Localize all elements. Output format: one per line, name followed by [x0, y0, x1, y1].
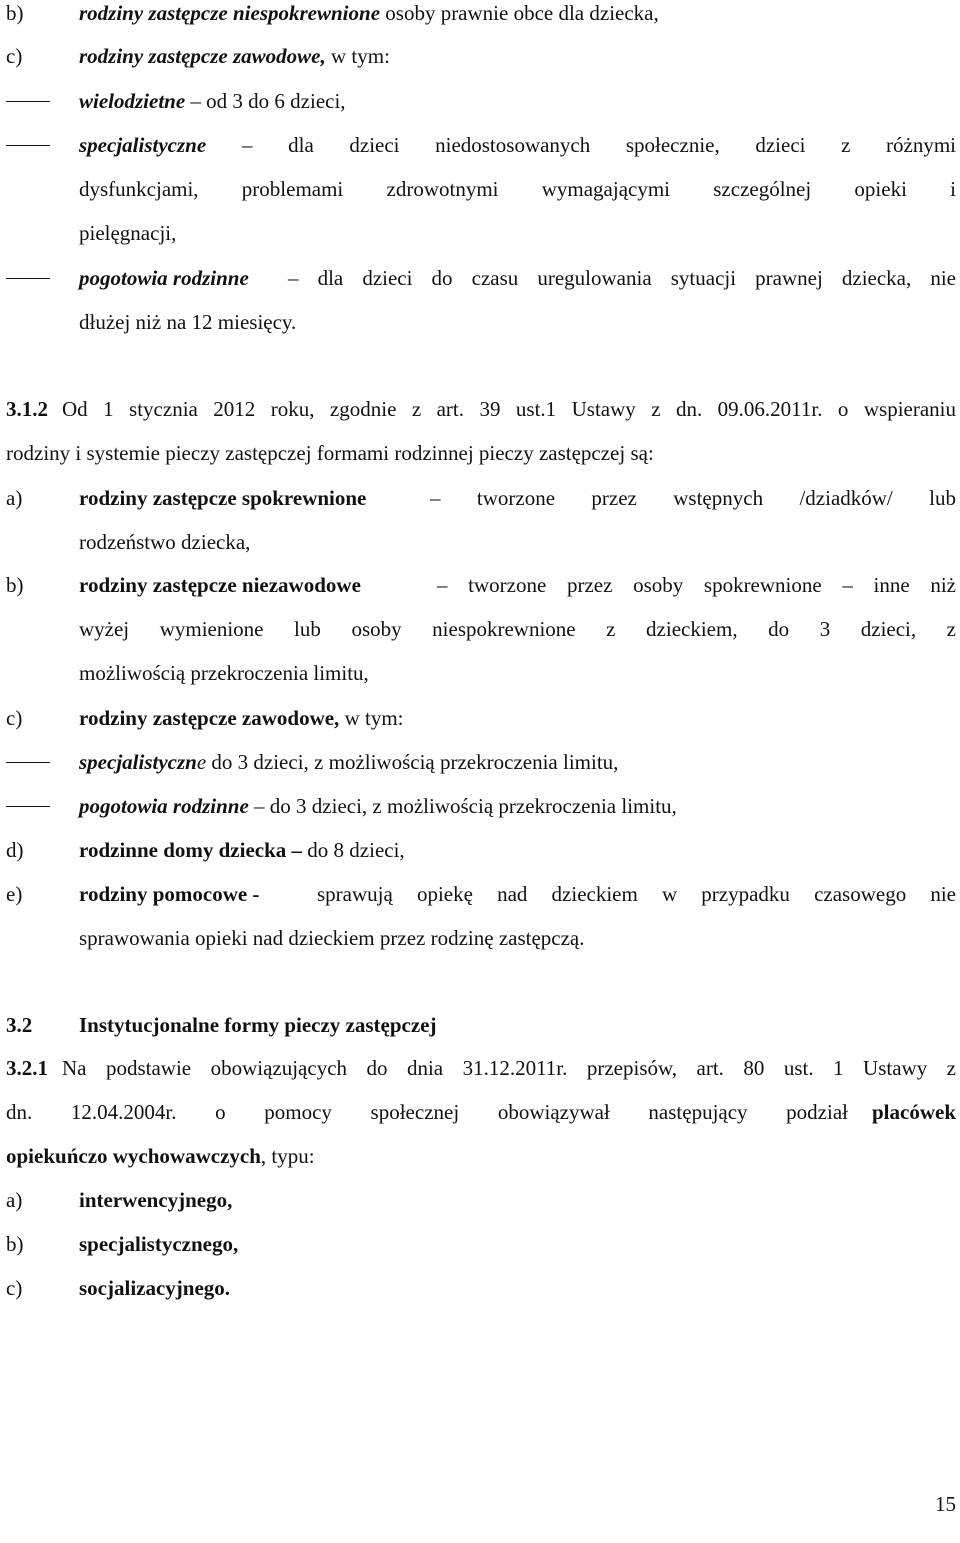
paragraph-line: rodzeństwo dziecka, [79, 530, 251, 554]
list-item-e: e) rodziny pomocowe - sprawują opiekę nad dzieckiem w przypadku czasowego nie [6, 882, 956, 906]
dash-bullet [6, 278, 50, 279]
paragraph-line: dysfunkcjami, problemami zdrowotnymi wymagającymi szczególnej opieki i [79, 177, 956, 201]
paragraph-line: opiekuńczo wychowawczych, typu: [6, 1144, 315, 1168]
dash-bullet [6, 762, 50, 763]
dash-bullet [6, 806, 50, 807]
dash-bullet [6, 145, 50, 146]
paragraph-line: rodziny i systemie pieczy zastępczej formami rodzinnej pieczy zastępczej są: [6, 441, 654, 465]
dash-bullet [6, 101, 50, 102]
sublist-item-wielodzietne: wielodzietne – od 3 do 6 dzieci, [0, 88, 960, 114]
paragraph-line: sprawowania opieki nad dzieckiem przez rodzinę zastępczą. [79, 926, 585, 950]
paragraph-line: pielęgnacji, [79, 221, 177, 245]
paragraph-line: dłużej niż na 12 miesięcy. [79, 310, 297, 334]
sublist-item-pogotowia: pogotowia rodzinne – dla dzieci do czasu uregulowania sytuacji prawnej dziecka, nie [0, 265, 960, 291]
sublist-item-specjalistyczne: specjalistyczne – dla dzieci niedostosowanych społecznie, dzieci z różnymi [0, 132, 960, 158]
list-item-b2: b) rodziny zastępcze niezawodowe – tworzone przez osoby spokrewnione – inne niż [6, 573, 956, 597]
section-3-2-1-intro: 3.2.1 Na podstawie obowiązujących do dnia 31.12.2011r. przepisów, art. 80 ust. 1 Ustawy z [6, 1056, 956, 1080]
section-3-1-2-intro: 3.1.2 Od 1 stycznia 2012 roku, zgodnie z art. 39 ust.1 Ustawy z dn. 09.06.2011r. o wspieraniu [6, 397, 956, 421]
list-item-a: a) rodziny zastępcze spokrewnione – tworzone przez wstępnych /dziadków/ lub [6, 486, 956, 510]
paragraph-line: możliwością przekroczenia limitu, [79, 661, 369, 685]
document-page: b) rodziny zastępcze niespokrewnione osoby prawnie obce dla dziecka, c) rodziny zastępcze zawodowe, w tym: wielodzietne – od 3 do 6 dzieci, specjalistyczne – dla dzieci niedostosowanych społecznie, dzieci z różnymi dysfunkcjami, problemami zdrowotnymi wymagającymi szczególnej opieki i pielęgnacji, pogotowia rodzinne – dla dzieci do czasu uregulowania sytuacji prawnej dziecka, nie dłużej niż na 12 miesięcy. 3.1.2 Od 1 stycznia 2012 roku, zgodnie z art. 39 ust.1 Ustawy z dn. 09.06.2011r. o wspieraniu rodziny i systemie pieczy zastępczej formami rodzinnej pieczy zastępczej są: a) rodziny zastępcze spokrewnione – tworzone przez wstępnych /dziadków/ lub rodzeństwo dziecka, b) rodziny zastępcze niezawodowe – tworzone przez osoby spokrewnione – inne niż wyżej wymienione lub osoby niespokrewnione z dzieckiem, do 3 dzieci, z możliwością przekroczenia limitu, c) rodziny zastępcze zawodowe, w tym: specjalistyczne do 3 dzieci, z możliwością przekroczenia limitu, pogotowia rodzinne – do 3 dzieci, z możliwością przekroczenia limitu, d) rodzinne domy dziecka – do 8 dzieci, e) rodziny pomocowe - sprawują opiekę nad dzieckiem w przypadku czasowego nie sprawowania opieki nad dzieckiem przez rodzinę zastępczą. 3.2 Instytucjonalne formy pieczy zastępczej 3.2.1 Na podstawie obowiązujących do dnia 31.12.2011r. przepisów, art. 80 ust. 1 Ustawy z dn. 12.04.2004r. o pomocy społecznej obowiązywał następujący podział placówek opiekuńczo wychowawczych, typu: a) interwencyjnego, b) specjalistycznego, c) socjalizacyjnego. 15 [0, 0, 960, 1543]
page-number: 15 [935, 1492, 956, 1516]
paragraph-line: wyżej wymienione lub osoby niespokrewnione z dzieckiem, do 3 dzieci, z [79, 617, 956, 641]
paragraph-line: dn. 12.04.2004r. o pomocy społecznej obowiązywał następujący podział placówek [6, 1100, 956, 1124]
term: rodziny zastępcze niespokrewnione [79, 1, 381, 25]
